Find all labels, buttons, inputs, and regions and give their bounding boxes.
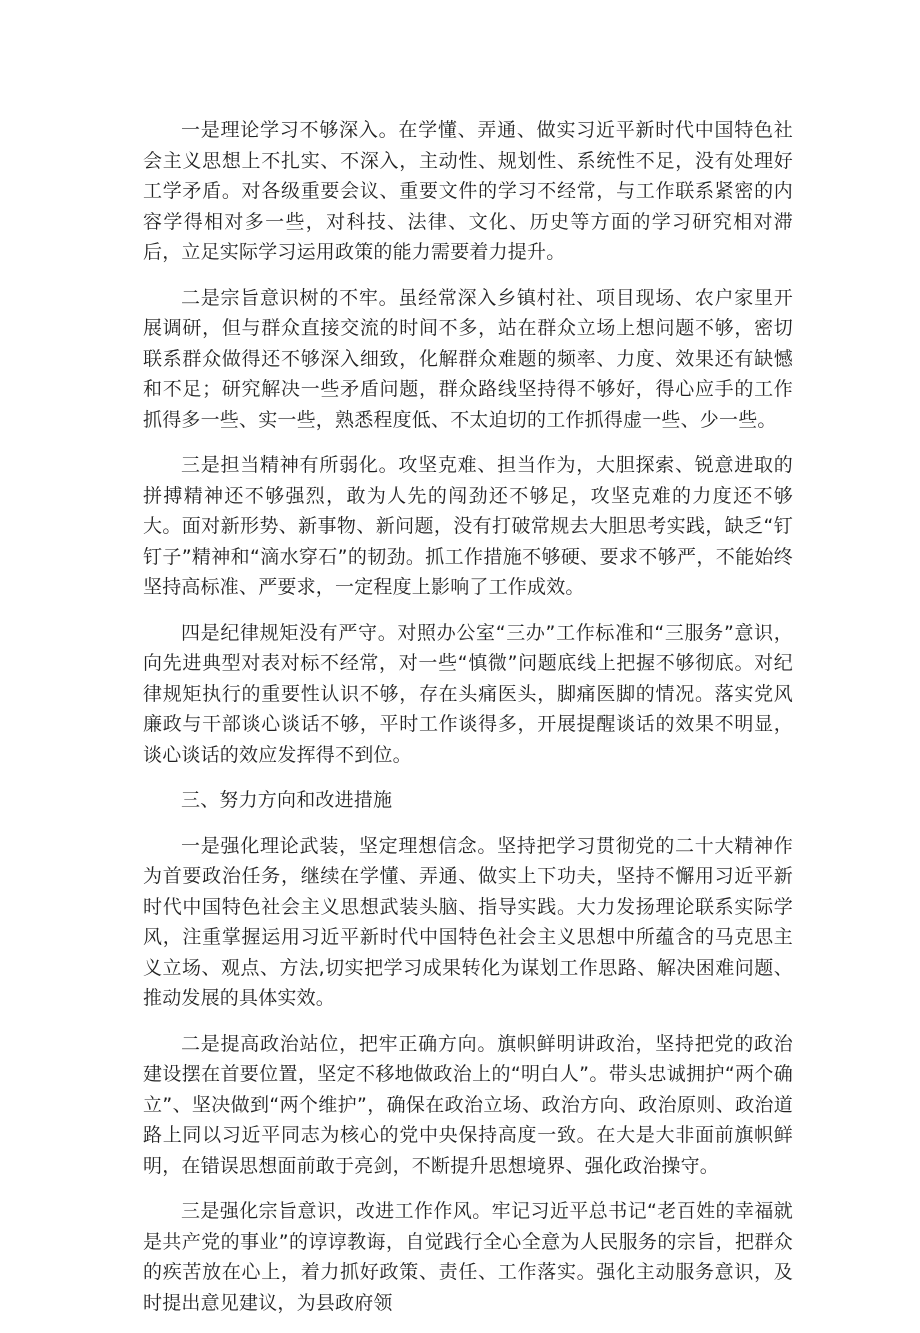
paragraph-responsibility-spirit: 三是担当精神有所弱化。攻坚克难、担当作为，大胆探索、锐意进取的拼搏精神还不够强烈，敢为人先的闯劲还不够足，攻坚克难的力度还不够大。面对新形势、新事物、新问题，没有打破常规去大胆思考实践，缺乏“钉钉子”精神和“滴水穿石”的韧劲。抓工作措施不够硬、要求不够严，不能始终坚持高标准、严要求，一定程度上影响了工作成效。: [143, 454, 793, 598]
paragraph-purpose-awareness: 二是宗旨意识树的不牢。虽经常深入乡镇村社、项目现场、农户家里开展调研，但与群众直接交流的时间不多，站在群众立场上想问题不够，密切联系群众做得还不够深入细致，化解群众难题的频率、力度、效果还有缺憾和不足；研究解决一些矛盾问题，群众路线坚持得不够好，得心应手的工作抓得多一些、实一些，熟悉程度低、不太迫切的工作抓得虚一些、少一些。: [143, 286, 793, 431]
paragraph-political-stance: 二是提高政治站位，把牢正确方向。旗帜鲜明讲政治，坚持把党的政治建设摆在首要位置，坚定不移地做政治上的“明白人”。带头忠诚拥护“两个确立”、坚决做到“两个维护”，确保在政治立场、政治方向、政治原则、政治道路上同以习近平同志为核心的党中央保持高度一致。在大是大非面前旗帜鲜明，在错误思想面前敢于亮剑，不断提升思想境界、强化政治操守。: [143, 1032, 793, 1177]
paragraph-work-style: 三是强化宗旨意识，改进工作作风。牢记习近平总书记“老百姓的幸福就是共产党的事业”的谆谆教诲，自觉践行全心全意为人民服务的宗旨，把群众的疾苦放在心上，着力抓好政策、责任、工作落实。强化主动服务意识，及时提出意见建议，为县政府领: [143, 1200, 793, 1314]
section-heading-improvement-measures: 三、努力方向和改进措施: [181, 789, 393, 811]
document-body: [143, 115, 793, 1333]
paragraph-discipline-rules: 四是纪律规矩没有严守。对照办公室“三办”工作标准和“三服务”意识，向先进典型对表对标不经常，对一些“慎微”问题底线上把握不够彻底。对纪律规矩执行的重要性认识不够，存在头痛医头，脚痛医脚的情况。落实党风廉政与干部谈心谈话不够，平时工作谈得多，开展提醒谈话的效果不明显，谈心谈话的效应发挥得不到位。: [143, 621, 793, 766]
paragraph-strengthen-theory: 一是强化理论武装，坚定理想信念。坚持把学习贯彻党的二十大精神作为首要政治任务，继续在学懂、弄通、做实上下功夫，坚持不懈用习近平新时代中国特色社会主义思想武装头脑、指导实践。大力发扬理论联系实际学风，注重掌握运用习近平新时代中国特色社会主义思想中所蕴含的马克思主义立场、观点、方法,切实把学习成果转化为谋划工作思路、解决困难问题、推动发展的具体实效。: [143, 834, 793, 1009]
paragraph-theory-study: 一是理论学习不够深入。在学懂、弄通、做实习近平新时代中国特色社会主义思想上不扎实、不深入，主动性、规划性、系统性不足，没有处理好工学矛盾。对各级重要会议、重要文件的学习不经常，与工作联系紧密的内容学得相对多一些，对科技、法律、文化、历史等方面的学习研究相对滞后，立足实际学习运用政策的能力需要着力提升。: [143, 119, 793, 263]
